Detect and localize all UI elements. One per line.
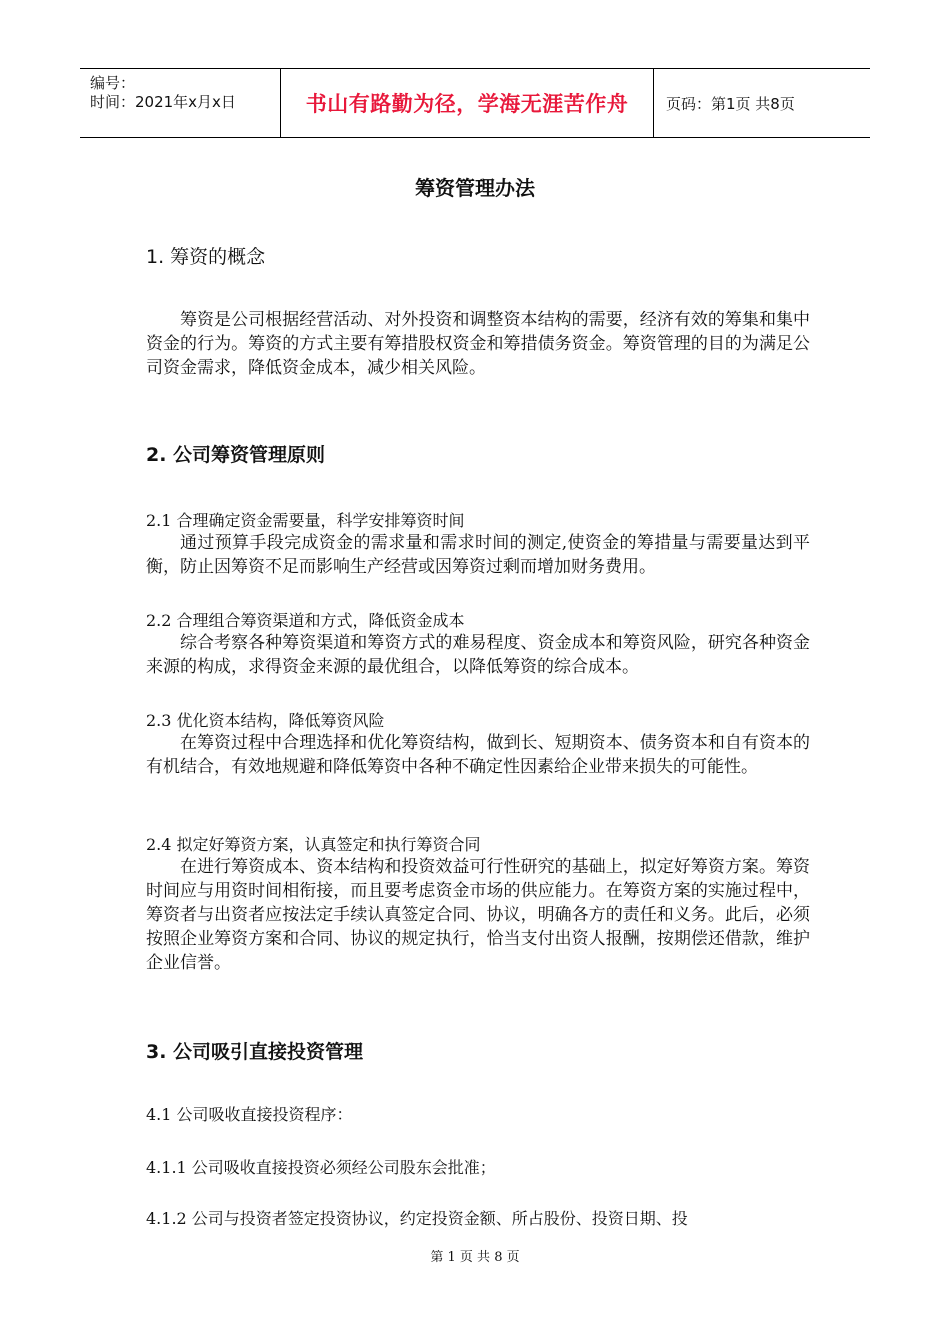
- section-2-3-heading: 2.3 优化资本结构，降低筹资风险: [146, 711, 385, 730]
- document-title: 筹资管理办法: [415, 176, 535, 200]
- section-2-1-body: 通过预算手段完成资金的需求量和需求时间的测定,使资金的筹措量与需要量达到平衡，防止因筹资不足而影响生产经营或因筹资过剩而增加财务费用。: [146, 533, 810, 577]
- section-2-4-heading: 2.4 拟定好筹资方案，认真签定和执行筹资合同: [146, 835, 481, 854]
- section-2-3-body: 在筹资过程中合理选择和优化筹资结构，做到长、短期资本、债务资本和自有资本的有机结合，有效地规避和降低筹资中各种不确定性因素给企业带来损失的可能性。: [146, 733, 810, 777]
- time-label: 时间：2021年x月x日: [90, 93, 236, 111]
- header-motto: 书山有路勤为径，学海无涯苦作舟: [280, 69, 654, 137]
- page-footer: 第 1 页 共 8 页: [430, 1250, 520, 1265]
- section-1-heading: 1. 筹资的概念: [146, 246, 266, 268]
- header-meta: [80, 69, 280, 137]
- section-1-body: 筹资是公司根据经营活动、对外投资和调整资本结构的需要，经济有效的筹集和集中资金的行为。筹资的方式主要有筹措股权资金和筹措债务资金。筹资管理的目的为满足公司资金需求，降低资金成本，减少相关风险。: [146, 310, 810, 378]
- page-header: [80, 68, 870, 138]
- header-page-info: 页码：第1页 共8页: [666, 94, 795, 113]
- number-label: 编号：: [90, 74, 136, 92]
- section-4-1-2-item: 4.1.2 公司与投资者签定投资协议，约定投资金额、所占股份、投资日期、投: [146, 1209, 688, 1228]
- section-2-heading: 2. 公司筹资管理原则: [146, 444, 326, 466]
- section-2-2-body: 综合考察各种筹资渠道和筹资方式的难易程度、资金成本和筹资风险，研究各种资金来源的构成，求得资金来源的最优组合，以降低筹资的综合成本。: [146, 633, 810, 677]
- section-4-1-1-item: 4.1.1 公司吸收直接投资必须经公司股东会批准；: [146, 1158, 496, 1177]
- section-3-heading: 3. 公司吸引直接投资管理: [146, 1041, 364, 1063]
- section-2-4-body: 在进行筹资成本、资本结构和投资效益可行性研究的基础上，拟定好筹资方案。筹资时间应与用资时间相衔接，而且要考虑资金市场的供应能力。在筹资方案的实施过程中，筹资者与出资者应按法定手续认真签定合同、协议，明确各方的责任和义务。此后，必须按照企业筹资方案和合同、协议的规定执行，恰当支付出资人报酬，按期偿还借款，维护企业信誉。: [146, 857, 810, 973]
- section-2-2-heading: 2.2 合理组合筹资渠道和方式，降低资金成本: [146, 611, 465, 630]
- section-2-1-heading: 2.1 合理确定资金需要量，科学安排筹资时间: [146, 511, 465, 530]
- section-4-1-item: 4.1 公司吸收直接投资程序：: [146, 1105, 353, 1124]
